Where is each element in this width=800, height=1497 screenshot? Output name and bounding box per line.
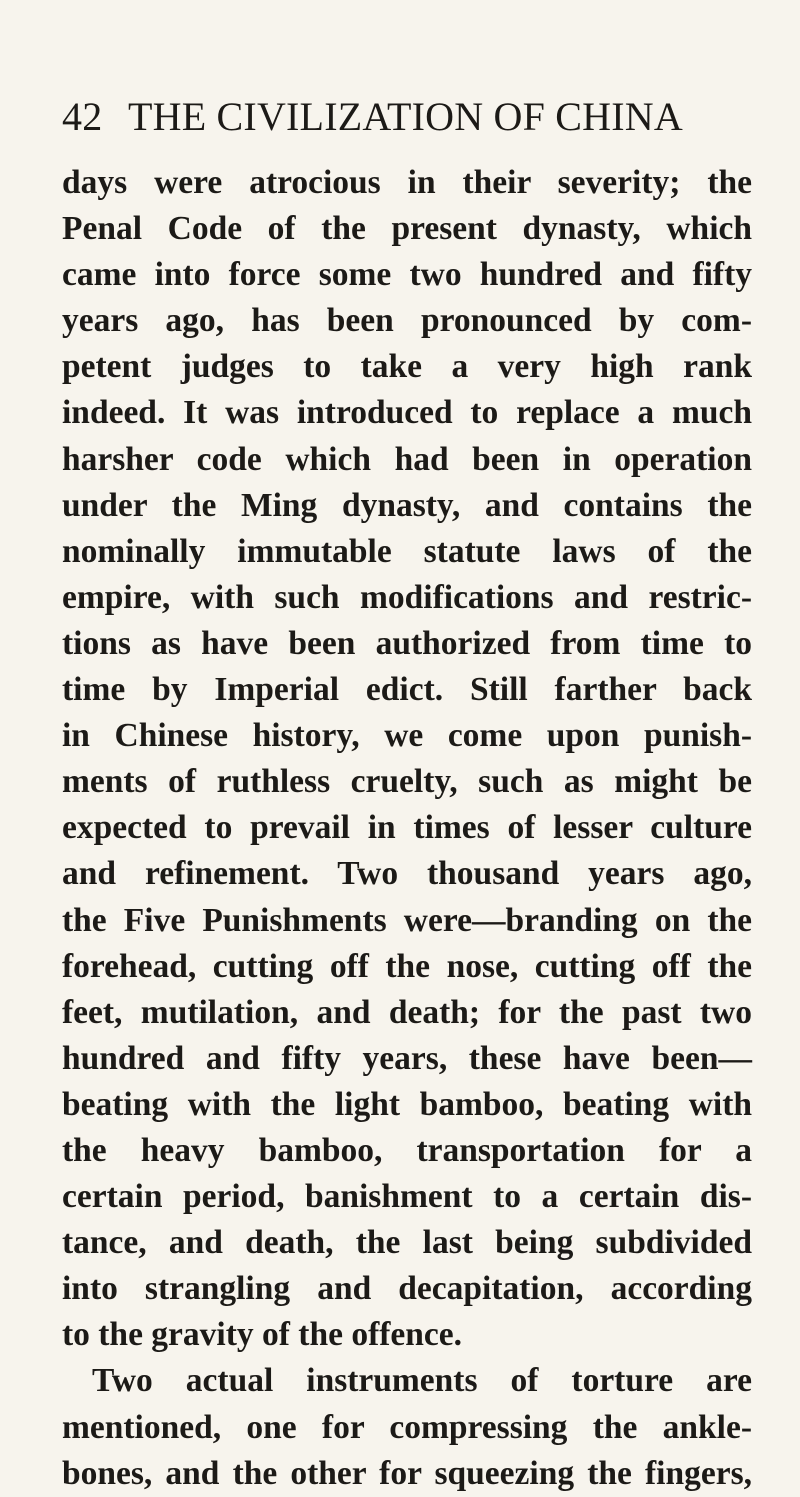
- text-line: days were atrocious in their severity; the: [62, 164, 752, 201]
- text-line: beating with the light bamboo, beating with: [62, 1085, 752, 1123]
- text-line-paragraph-end: to the gravity of the offence.: [62, 1316, 463, 1354]
- text-line: hundred and fifty years, these have been—: [62, 1039, 752, 1077]
- text-line: expected to prevail in times of lesser culture: [62, 809, 752, 847]
- text-line: the Five Punishments were—branding on the: [62, 901, 752, 939]
- text-line: tions as have been authorized from time to: [62, 624, 752, 662]
- text-line-paragraph-start: Two actual instruments of torture are: [92, 1362, 752, 1400]
- text-line: empire, with such modifications and restric-: [62, 578, 752, 616]
- running-title: THE CIVILIZATION OF CHINA: [128, 94, 683, 139]
- text-line: feet, mutilation, and death; for the past two: [62, 993, 752, 1031]
- text-line: mentioned, one for compressing the ankle-: [62, 1408, 752, 1446]
- text-line: under the Ming dynasty, and contains the: [62, 486, 752, 524]
- text-line: bones, and the other for squeezing the fingers,: [62, 1454, 752, 1492]
- text-line: harsher code which had been in operation: [62, 440, 752, 478]
- text-line: years ago, has been pronounced by com-: [62, 302, 752, 340]
- text-line: in Chinese history, we come upon punish-: [62, 717, 752, 755]
- text-line: time by Imperial edict. Still farther back: [62, 671, 752, 709]
- text-line: the heavy bamboo, transportation for a: [62, 1131, 752, 1169]
- body-text: [62, 160, 752, 1497]
- running-head: [62, 92, 752, 142]
- text-line: forehead, cutting off the nose, cutting off the: [62, 947, 752, 985]
- text-line: into strangling and decapitation, according: [62, 1270, 752, 1308]
- text-line: petent judges to take a very high rank: [62, 348, 752, 386]
- page-number: 42: [62, 94, 103, 139]
- text-line: Penal Code of the present dynasty, which: [62, 210, 752, 248]
- text-line: indeed. It was introduced to replace a much: [62, 394, 752, 432]
- text-line: ments of ruthless cruelty, such as might be: [62, 763, 752, 801]
- text-line: certain period, banishment to a certain dis-: [62, 1178, 752, 1216]
- text-line: and refinement. Two thousand years ago,: [62, 855, 752, 893]
- text-line: came into force some two hundred and fifty: [62, 256, 752, 294]
- text-line: tance, and death, the last being subdivided: [62, 1224, 752, 1262]
- text-line: nominally immutable statute laws of the: [62, 532, 752, 570]
